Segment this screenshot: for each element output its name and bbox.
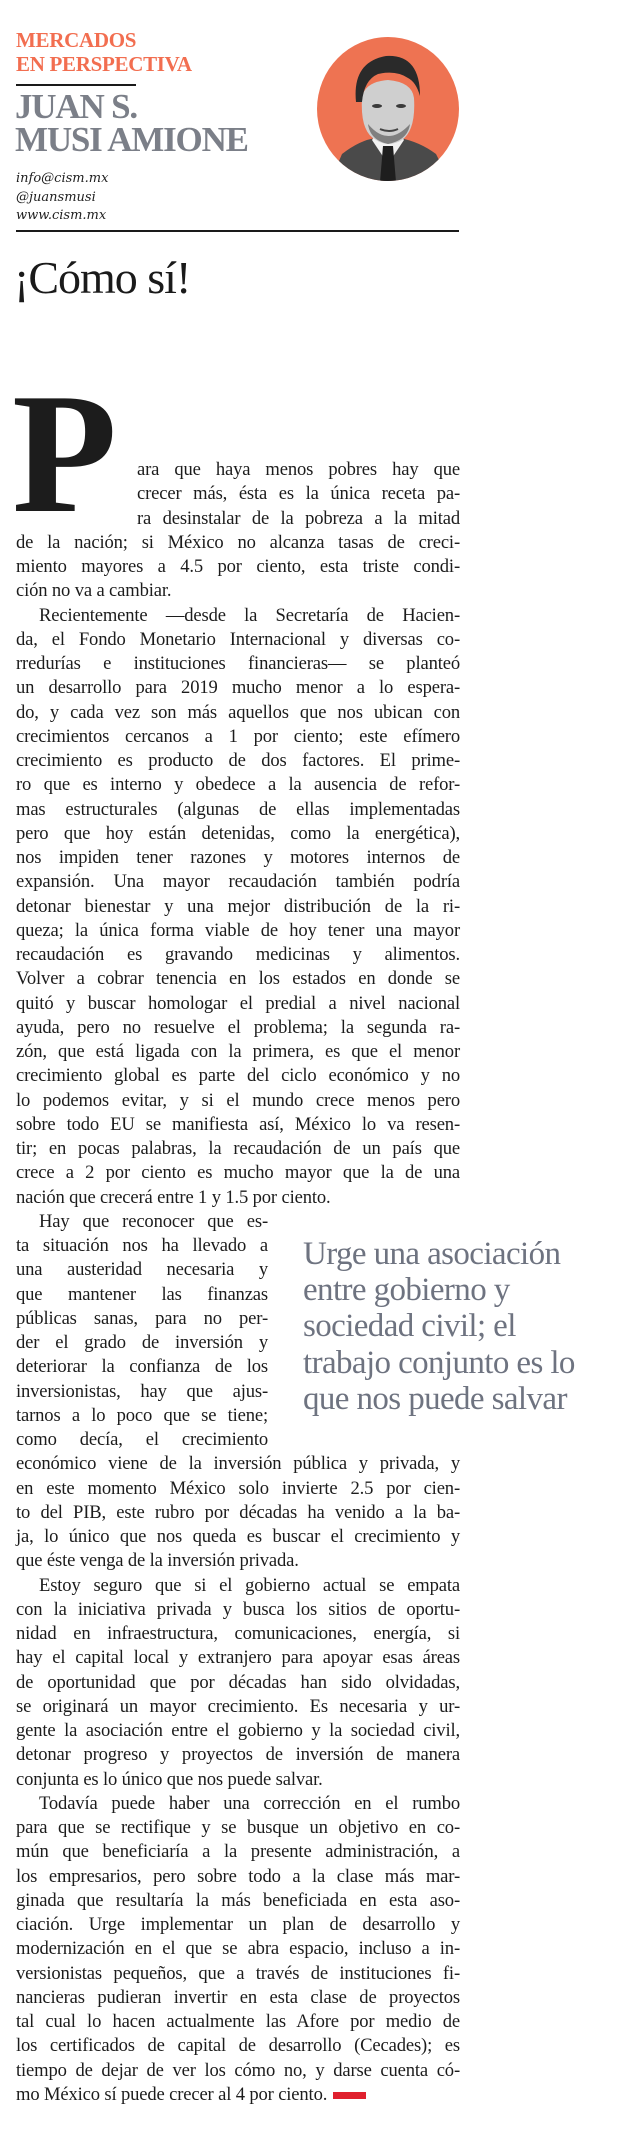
body-line: crece a 2 por ciento es mucho mayor que la de una (16, 1162, 460, 1184)
body-line: mo México sí puede crecer al 4 por ciento. (16, 2083, 460, 2107)
body-line: nidad en infraestructura, comunicaciones, energía, si (16, 1623, 460, 1644)
body-line: crecer más, ésta es la única receta pa- (137, 483, 460, 505)
pull-quote-line: trabajo conjunto es lo (303, 1344, 575, 1381)
body-line: Volver a cobrar tenencia en los estados en donde se (16, 968, 460, 990)
pull-quote-line: que nos puede salvar (303, 1380, 567, 1417)
body-line: ja, lo único que nos queda es buscar el crecimiento y (16, 1526, 460, 1547)
body-line: hay el capital local y extranjero para apoyar esas áreas (16, 1647, 460, 1669)
body-line: crecimiento es producto de dos factores. El prime- (16, 750, 460, 771)
body-line: detonar bienestar y una mejor distribución de la ri- (16, 895, 460, 917)
body-line: ta situación nos ha llevado a (16, 1235, 268, 1256)
author-website[interactable]: www.cism.mx (16, 208, 107, 223)
pull-quote-line: sociedad civil; el (303, 1308, 516, 1345)
body-line: ara que haya menos pobres hay que (137, 459, 460, 480)
body-line: ginada que resultaría la más beneficiada en esta aso- (16, 1889, 460, 1911)
author-name-line: JUAN S. (15, 87, 137, 126)
section-label-line: MERCADOS (16, 28, 137, 52)
body-line: los certificados de capital de desarrollo (Cecades); es (16, 2035, 460, 2057)
article-title: ¡Cómo sí! (14, 252, 191, 303)
body-line: con la iniciativa privada y busca los sitios de oportu- (16, 1598, 460, 1620)
body-line: ayuda, pero no resuelve el problema; la segunda ra- (16, 1016, 460, 1038)
body-line: ra desinstalar de la pobreza a la mitad (137, 507, 460, 529)
author-twitter[interactable]: @juansmusi (16, 189, 96, 205)
body-line: Todavía puede haber una corrección en el rumbo (39, 1792, 460, 1814)
body-line: tal cual lo hacen actualmente las Afore por medio de (16, 2011, 460, 2032)
body-line: ciación. Urge implementar un plan de desarrollo y (16, 1914, 460, 1935)
author-name-line: MUSI AMIONE (15, 120, 248, 159)
body-line: Hay que reconocer que es- (39, 1210, 268, 1232)
body-line: tir; en pocas palabras, la recaudación de un país que (16, 1138, 460, 1159)
body-line: crecimiento global es parte del ciclo económico y no (16, 1065, 460, 1087)
pull-quote (303, 1236, 603, 1417)
body-line: tiempo de dejar de ver los cómo no, y darse cuenta có- (16, 2059, 460, 2081)
body-line: inversionistas, hay que ajus- (16, 1380, 268, 1402)
body-line: como decía, el crecimiento (16, 1429, 268, 1450)
body-line: económico viene de la inversión pública y privada, y (16, 1453, 460, 1475)
body-line: rredurías e instituciones financieras— se planteó (16, 653, 460, 674)
body-line: deteriorar la confianza de los (16, 1356, 268, 1378)
body-line: en este momento México solo invierte 2.5 por cien- (16, 1477, 460, 1499)
pull-quote-line: Urge una asociación (303, 1236, 561, 1272)
body-line: conjunta es lo único que nos puede salvar. (16, 1768, 323, 1790)
body-line: gente la asociación entre el gobierno y la sociedad civil, (16, 1720, 460, 1741)
author-email[interactable]: info@cism.mx (16, 171, 109, 186)
body-line: zón, que está ligada con la primera, es que el menor (16, 1041, 460, 1062)
body-line: Estoy seguro que si el gobierno actual se empata (39, 1574, 460, 1596)
body-line: miento mayores a 4.5 por ciento, esta triste condi- (16, 556, 460, 577)
body-line: do, y cada vez son más aquellos que nos ubican con (16, 701, 460, 723)
body-line: ción no va a cambiar. (16, 580, 172, 602)
drop-cap: P (12, 359, 118, 549)
body-line: de la nación; si México no alcanza tasas de creci- (16, 531, 460, 553)
body-line: de oportunidad que por décadas han sido olvidadas, (16, 1671, 460, 1693)
body-line: un desarrollo para 2019 mucho menor a lo espera- (16, 677, 460, 699)
section-label-line: EN PERSPECTIVA (16, 52, 192, 76)
body-line: para que se rectifique y se busque un objetivo en co- (16, 1817, 460, 1838)
body-line: da, el Fondo Monetario Internacional y diversas co- (16, 628, 460, 650)
body-line: queza; la única forma viable de hoy tener una mayor (16, 919, 460, 941)
pull-quote-line: entre gobierno y (303, 1272, 510, 1309)
body-line: sobre todo EU se manifiesta así, México lo va resen- (16, 1113, 460, 1135)
body-line: mas estructurales (algunas de ellas implementadas (16, 798, 460, 820)
body-line: detonar progreso y proyectos de inversión de manera (16, 1744, 460, 1766)
body-line: modernización en el que se abra espacio, incluso a in- (16, 1938, 460, 1960)
body-line: nación que crecerá entre 1 y 1.5 por ciento. (16, 1186, 331, 1208)
body-line: una austeridad necesaria y (16, 1259, 268, 1281)
body-line: der el grado de inversión y (16, 1332, 268, 1353)
body-line: nos impiden tener razones y motores internos de (16, 847, 460, 868)
body-line: Recientemente —desde la Secretaría de Hacien- (39, 604, 460, 626)
body-line: to del PIB, este rubro por décadas ha venido a la ba- (16, 1501, 460, 1523)
body-line: que éste venga de la inversión privada. (16, 1550, 299, 1572)
body-line: ro que es interno y obedece a la ausencia de refor- (16, 774, 460, 796)
body-line: quitó y buscar homologar el predial a nivel nacional (16, 992, 460, 1014)
body-line: nancieras pudieran invertir en esta clase de proyectos (16, 1986, 460, 2008)
body-line: pero que hoy están detenidas, como la energética), (16, 822, 460, 844)
end-of-article-mark (333, 2092, 366, 2099)
body-line: expansión. Una mayor recaudación también podría (16, 871, 460, 893)
body-line: públicas sanas, para no per- (16, 1307, 268, 1329)
body-line: versionistas pequeños, que a través de instituciones fi- (16, 1962, 460, 1984)
body-line: se originará un mayor crecimiento. Es necesaria y ur- (16, 1695, 460, 1717)
body-line: tarnos a lo poco que se tiene; (16, 1404, 268, 1426)
body-line: que mantener las finanzas (16, 1283, 268, 1305)
body-line: mún que beneficiaría a la presente administración, a (16, 1841, 460, 1863)
body-line: recaudación es gravando medicinas y alimentos. (16, 944, 460, 965)
body-line: lo podemos evitar, y si el mundo crece menos pero (16, 1089, 460, 1111)
body-line: crecimientos cercanos a 1 por ciento; este efímero (16, 725, 460, 747)
body-line: los empresarios, pero sobre todo a la clase más mar- (16, 1865, 460, 1887)
